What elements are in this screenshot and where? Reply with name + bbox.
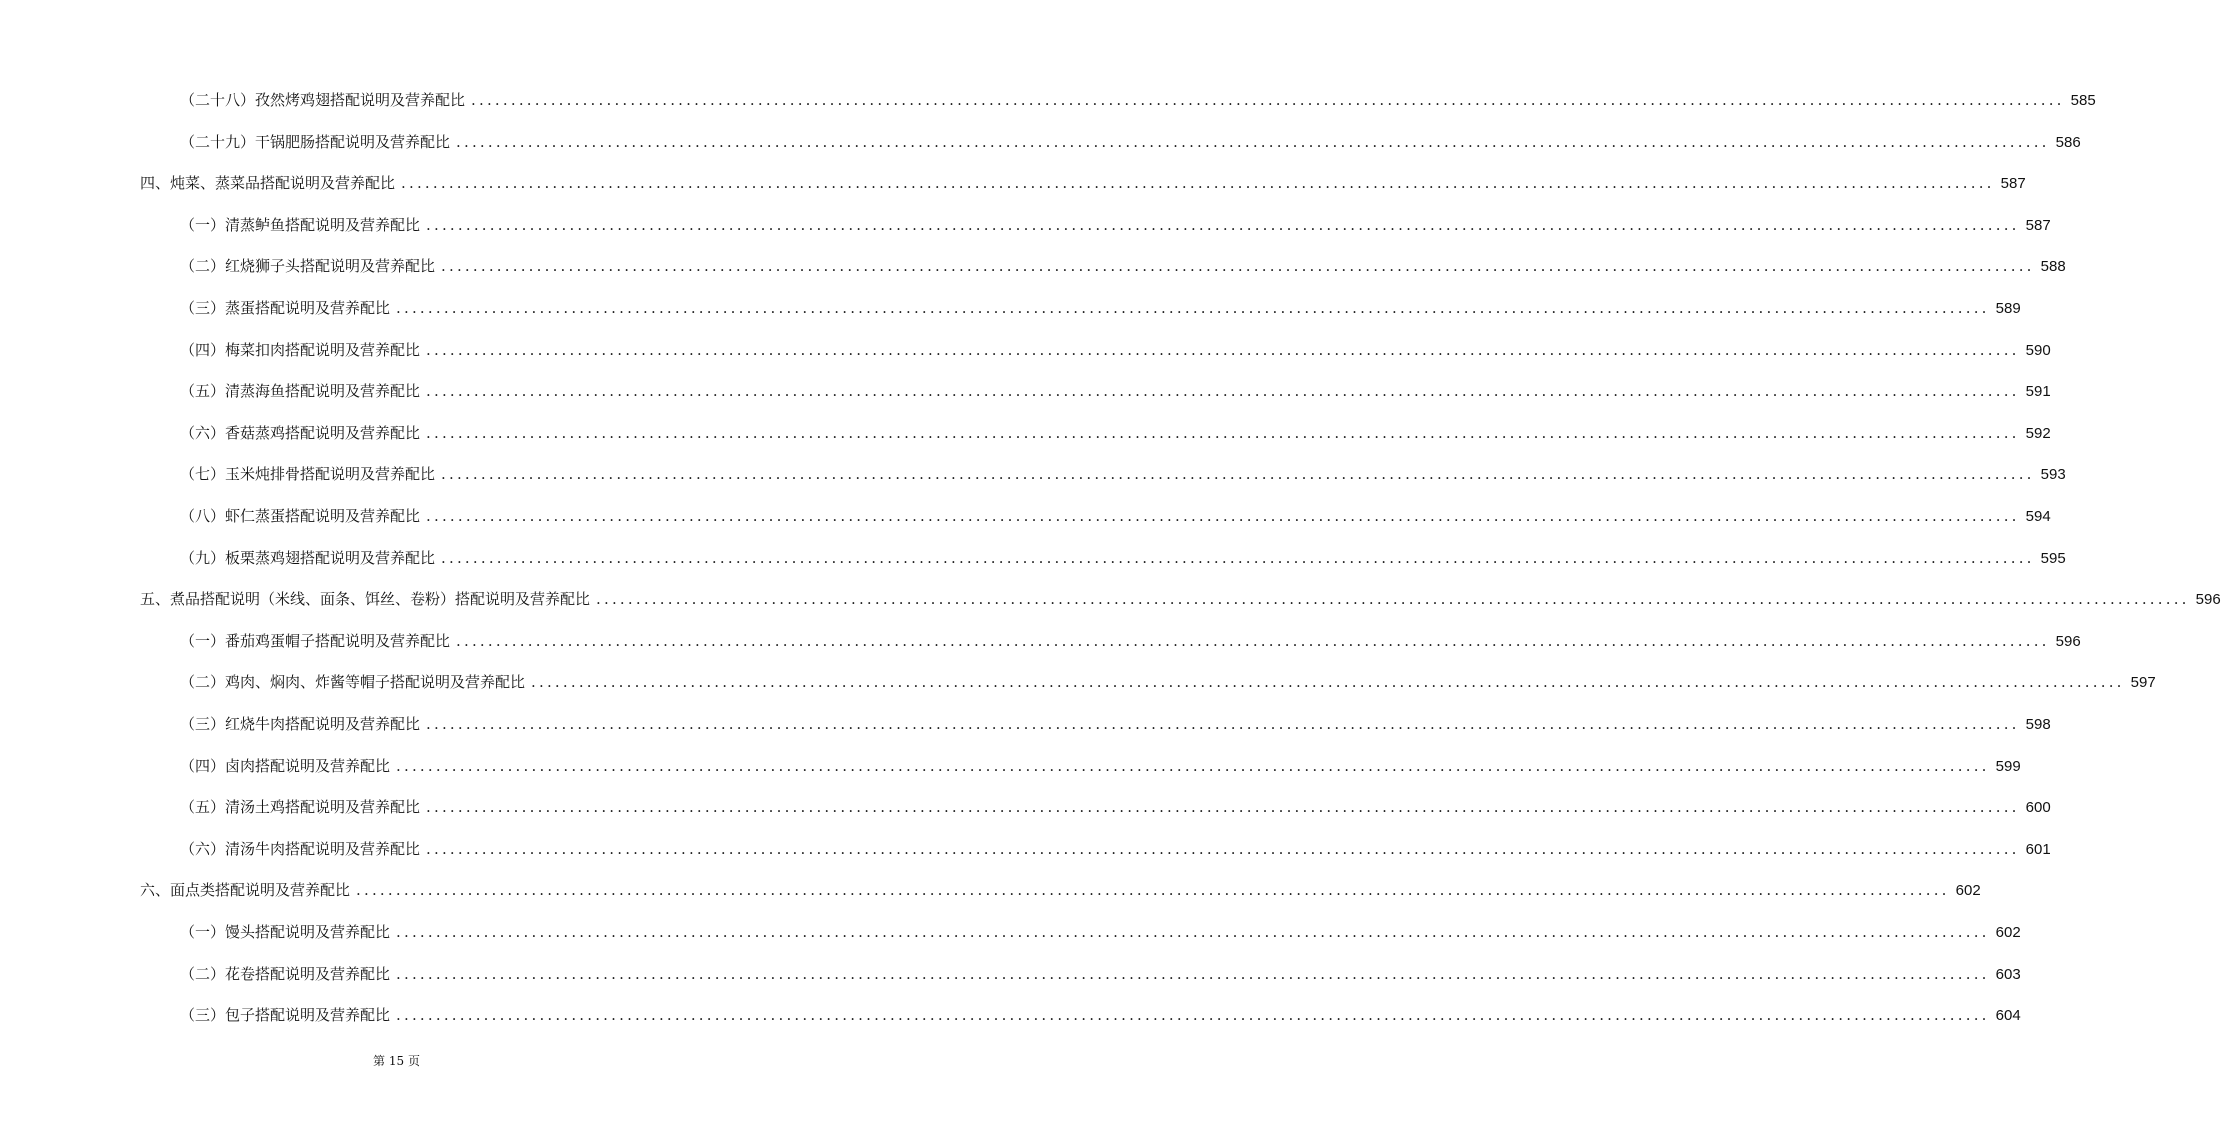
dot-leader: ........................................................................................................................................................................................................ xyxy=(426,215,2020,234)
toc-entry-title: （二）鸡肉、焖肉、炸酱等帽子搭配说明及营养配比 xyxy=(180,673,526,692)
toc-entry-page: 600 xyxy=(2025,799,2051,817)
toc-entry-page: 586 xyxy=(2055,133,2081,151)
toc-entry-page: 593 xyxy=(2040,466,2066,484)
dot-leader: ........................................................................................................................................................................................................ xyxy=(426,798,2020,817)
toc-entry-title: （三）包子搭配说明及营养配比 xyxy=(180,1006,391,1025)
toc-entry-title: （一）清蒸鲈鱼搭配说明及营养配比 xyxy=(180,215,421,234)
dot-leader: ........................................................................................................................................................................................................ xyxy=(396,923,1990,941)
toc-entry-title: （九）板栗蒸鸡翅搭配说明及营养配比 xyxy=(180,548,436,567)
toc-entry-title: （二十九）干锅肥肠搭配说明及营养配比 xyxy=(180,132,451,151)
toc-entry[interactable] xyxy=(140,171,2026,195)
toc-entry-page: 603 xyxy=(1995,965,2021,983)
toc-entry-page: 589 xyxy=(1995,300,2021,317)
toc-entry-title: （三）蒸蛋搭配说明及营养配比 xyxy=(180,299,391,317)
toc-entry[interactable] xyxy=(180,962,2021,986)
toc-entry[interactable] xyxy=(180,462,2066,486)
toc-entry-title: （七）玉米炖排骨搭配说明及营养配比 xyxy=(180,465,436,484)
toc-entry-title: 六、面点类搭配说明及营养配比 xyxy=(140,881,351,900)
toc-entry[interactable] xyxy=(180,754,2021,778)
dot-leader: ........................................................................................................................................................................................................ xyxy=(426,507,2020,525)
dot-leader: ........................................................................................................................................................................................................ xyxy=(426,340,2020,359)
toc-entry[interactable] xyxy=(180,213,2051,237)
toc-entry-page: 598 xyxy=(2025,716,2051,733)
dot-leader: ........................................................................................................................................................................................................ xyxy=(396,756,1990,775)
toc-entry-title: （四）卤肉搭配说明及营养配比 xyxy=(180,756,391,775)
dot-leader: ........................................................................................................................................................................................................ xyxy=(426,715,2020,733)
toc-entry-title: （六）香菇蒸鸡搭配说明及营养配比 xyxy=(180,423,421,442)
dot-leader: ........................................................................................................................................................................................................ xyxy=(401,174,1995,193)
toc-entry-page: 591 xyxy=(2025,383,2051,401)
dot-leader: ........................................................................................................................................................................................................ xyxy=(396,299,1990,317)
dot-leader: ........................................................................................................................................................................................................ xyxy=(426,423,2020,442)
toc-entry-page: 590 xyxy=(2025,341,2051,359)
toc-entry-title: 五、煮品搭配说明（米线、面条、饵丝、卷粉）搭配说明及营养配比 xyxy=(140,590,591,609)
toc-entry[interactable] xyxy=(180,296,2021,320)
toc-entry-title: （四）梅菜扣肉搭配说明及营养配比 xyxy=(180,340,421,359)
toc-entry[interactable] xyxy=(180,379,2051,403)
toc-entry[interactable] xyxy=(180,670,2156,694)
toc-entry-page: 595 xyxy=(2040,549,2066,567)
toc-entry-page: 601 xyxy=(2025,840,2051,858)
toc-entry-page: 585 xyxy=(2070,92,2096,109)
dot-leader: ........................................................................................................................................................................................................ xyxy=(441,548,2035,567)
toc-entry-page: 594 xyxy=(2025,508,2051,525)
toc-entry-page: 596 xyxy=(2195,591,2221,609)
dot-leader: ........................................................................................................................................................................................................ xyxy=(456,631,2050,650)
toc-entry-title: （二）红烧狮子头搭配说明及营养配比 xyxy=(180,257,436,276)
toc-entry-title: （八）虾仁蒸蛋搭配说明及营养配比 xyxy=(180,507,421,525)
dot-leader: ........................................................................................................................................................................................................ xyxy=(356,881,1950,900)
toc-entry-page: 602 xyxy=(1995,924,2021,941)
toc-entry-title: （一）番茄鸡蛋帽子搭配说明及营养配比 xyxy=(180,631,451,650)
toc-entry-page: 592 xyxy=(2025,424,2051,442)
dot-leader: ........................................................................................................................................................................................................ xyxy=(531,673,2125,692)
toc-entry-title: （二）花卷搭配说明及营养配比 xyxy=(180,964,391,983)
toc-entry-title: （六）清汤牛肉搭配说明及营养配比 xyxy=(180,839,421,858)
dot-leader: ........................................................................................................................................................................................................ xyxy=(426,839,2020,858)
toc-entry-page: 587 xyxy=(2025,216,2051,234)
dot-leader: ........................................................................................................................................................................................................ xyxy=(441,257,2035,276)
dot-leader: ........................................................................................................................................................................................................ xyxy=(471,91,2065,109)
toc-entry[interactable] xyxy=(140,587,2221,611)
dot-leader: ........................................................................................................................................................................................................ xyxy=(396,964,1990,983)
toc-entry-page: 604 xyxy=(1995,1007,2021,1025)
dot-leader: ........................................................................................................................................................................................................ xyxy=(426,382,2020,401)
toc-entry[interactable] xyxy=(180,130,2081,154)
toc-entry-page: 587 xyxy=(2000,175,2026,193)
toc-entry-title: （五）清汤土鸡搭配说明及营养配比 xyxy=(180,798,421,817)
toc-entry[interactable] xyxy=(180,712,2051,736)
toc-entry[interactable] xyxy=(180,837,2051,861)
dot-leader: ........................................................................................................................................................................................................ xyxy=(441,465,2035,484)
toc-entry[interactable] xyxy=(180,795,2051,819)
toc-entry[interactable] xyxy=(180,629,2081,653)
toc-entry-title: （二十八）孜然烤鸡翅搭配说明及营养配比 xyxy=(180,91,466,109)
toc-entry-title: （五）清蒸海鱼搭配说明及营养配比 xyxy=(180,382,421,401)
toc-entry[interactable] xyxy=(180,421,2051,445)
toc-entry[interactable] xyxy=(180,88,2096,112)
toc-entry[interactable] xyxy=(180,1003,2021,1027)
dot-leader: ........................................................................................................................................................................................................ xyxy=(456,132,2050,151)
toc-entry[interactable] xyxy=(180,254,2066,278)
dot-leader: ........................................................................................................................................................................................................ xyxy=(396,1006,1990,1025)
toc-entry-page: 588 xyxy=(2040,258,2066,276)
dot-leader: ........................................................................................................................................................................................................ xyxy=(596,590,2190,609)
toc-entry-page: 599 xyxy=(1995,757,2021,775)
toc-entry[interactable] xyxy=(180,920,2021,944)
toc-entry[interactable] xyxy=(180,504,2051,528)
toc-entry-page: 597 xyxy=(2130,674,2156,692)
toc-entry[interactable] xyxy=(180,546,2066,570)
page-number-footer: 第 15 页 xyxy=(373,1054,420,1068)
toc-entry-page: 602 xyxy=(1955,882,1981,900)
toc-entry-title: （一）馒头搭配说明及营养配比 xyxy=(180,923,391,941)
toc-entry-title: 四、炖菜、蒸菜品搭配说明及营养配比 xyxy=(140,174,396,193)
toc-entry[interactable] xyxy=(180,338,2051,362)
toc-entry[interactable] xyxy=(140,878,1981,902)
toc-entry-title: （三）红烧牛肉搭配说明及营养配比 xyxy=(180,715,421,733)
toc-entry-page: 596 xyxy=(2055,632,2081,650)
